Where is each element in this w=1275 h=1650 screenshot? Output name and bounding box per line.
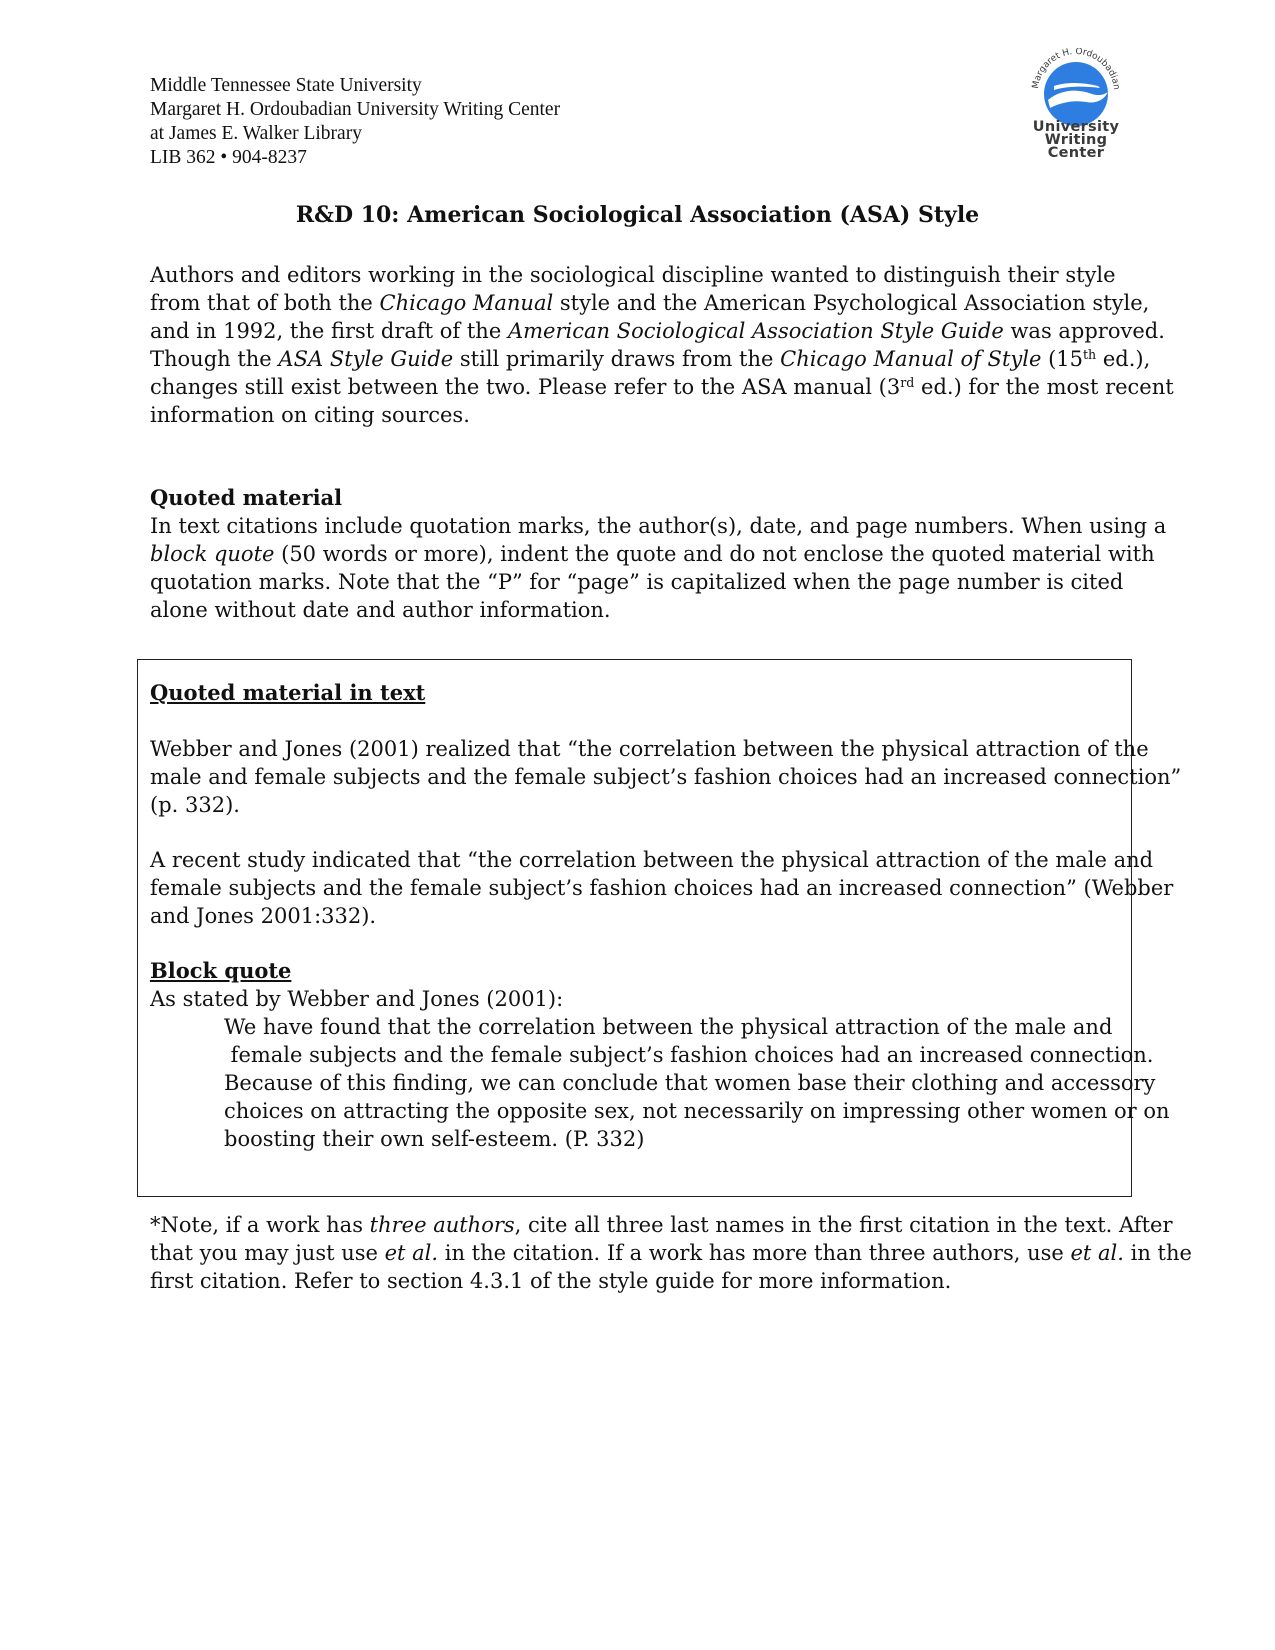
logo-text bbox=[1024, 121, 1128, 160]
text-line: that you may just use et al. in the citation. If a work has more than three authors, use et al. in the bbox=[150, 1241, 1192, 1265]
intro-paragraph bbox=[150, 261, 1174, 429]
text-line: and in 1992, the first draft of the American Sociological Association Style Guide was approved. bbox=[150, 319, 1165, 343]
text-line: (p. 332). bbox=[150, 793, 240, 817]
text-line: *Note, if a work has three authors, cite all three last names in the first citation in the text. After bbox=[150, 1213, 1173, 1237]
writing-center-logo bbox=[1024, 48, 1128, 170]
box-heading bbox=[150, 679, 1130, 707]
text-line: Authors and editors working in the sociological discipline wanted to distinguish their style bbox=[150, 263, 1116, 287]
header-line: Margaret H. Ordoubadian University Writing Center bbox=[150, 99, 561, 120]
block-quote-line: We have found that the correlation between the physical attraction of the male and bbox=[224, 1015, 1113, 1039]
text-line: first citation. Refer to section 4.3.1 of the style guide for more information. bbox=[150, 1269, 952, 1293]
text-line: Webber and Jones (2001) realized that “the correlation between the physical attraction of the bbox=[150, 737, 1149, 761]
header-line: Middle Tennessee State University bbox=[150, 75, 422, 96]
logo-text-line: Center bbox=[1047, 145, 1105, 161]
page-title: R&D 10: American Sociological Association (ASA) Style bbox=[295, 202, 980, 228]
text-line: block quote (50 words or more), indent the quote and do not enclose the quoted material with bbox=[150, 542, 1155, 566]
text-line: Though the ASA Style Guide still primarily draws from the Chicago Manual of Style (15th ed.), bbox=[150, 347, 1151, 371]
text-line: quotation marks. Note that the “P” for “page” is capitalized when the page number is cited bbox=[150, 570, 1124, 594]
text-line: As stated by Webber and Jones (2001): bbox=[150, 987, 564, 1011]
block-quote-line: Because of this finding, we can conclude that women base their clothing and accessory bbox=[224, 1071, 1156, 1095]
block-quote-heading: Block quote bbox=[150, 958, 292, 983]
block-quote-line: boosting their own self-esteem. (P. 332) bbox=[224, 1127, 645, 1151]
logo-emblem-icon bbox=[1024, 48, 1128, 128]
header-line: LIB 362 • 904-8237 bbox=[150, 147, 307, 168]
text-line: A recent study indicated that “the correlation between the physical attraction of the male and bbox=[150, 848, 1154, 872]
example-1 bbox=[150, 735, 1182, 819]
block-quote-line: choices on attracting the opposite sex, not necessarily on impressing other women or on bbox=[224, 1099, 1170, 1123]
logo-arc-text: Margaret H. Ordoubadian bbox=[1031, 48, 1122, 91]
text-line: from that of both the Chicago Manual style and the American Psychological Association style, bbox=[150, 291, 1150, 315]
block-quote-example bbox=[150, 957, 1170, 1153]
box-section-heading: Quoted material in text bbox=[150, 680, 426, 705]
quoted-material-section bbox=[150, 484, 1167, 624]
text-line: In text citations include quotation marks, the author(s), date, and page numbers. When using a bbox=[150, 514, 1167, 538]
example-2 bbox=[150, 846, 1174, 930]
text-line: male and female subjects and the female subject’s fashion choices had an increased connection” bbox=[150, 765, 1182, 789]
header-line: at James E. Walker Library bbox=[150, 123, 362, 144]
text-line: female subjects and the female subject’s fashion choices had an increased connection” (Webber bbox=[150, 876, 1174, 900]
block-quote-line: female subjects and the female subject’s fashion choices had an increased connection. bbox=[224, 1043, 1154, 1067]
logo-text-line: Writing bbox=[1044, 132, 1108, 148]
text-line: alone without date and author information. bbox=[150, 598, 611, 622]
section-heading: Quoted material bbox=[150, 485, 343, 510]
text-line: changes still exist between the two. Please refer to the ASA manual (3rd ed.) for the most recent bbox=[150, 375, 1174, 399]
text-line: and Jones 2001:332). bbox=[150, 904, 377, 928]
note-paragraph bbox=[150, 1211, 1192, 1295]
logo-text-line: University bbox=[1032, 119, 1120, 135]
header-address bbox=[150, 74, 560, 170]
text-line: information on citing sources. bbox=[150, 403, 470, 427]
